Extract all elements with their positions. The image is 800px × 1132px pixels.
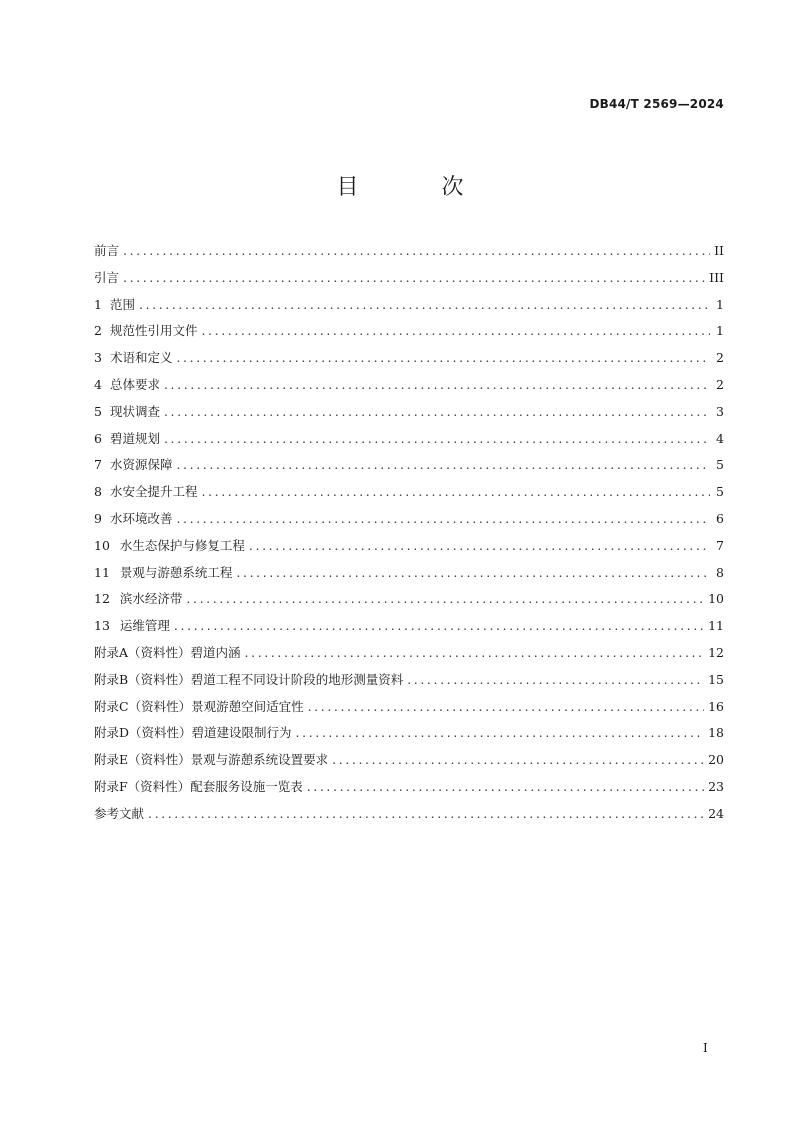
table-of-contents [94, 238, 724, 828]
toc-entry[interactable] [94, 399, 724, 426]
toc-entry[interactable] [94, 694, 724, 721]
toc-entry-label: 水资源保障 [109, 457, 173, 473]
toc-entry-number: 9 [94, 510, 102, 526]
toc-entry-label: 现状调查 [109, 403, 160, 419]
toc-entry-number: 11 [94, 564, 110, 580]
toc-entry-number: 3 [94, 350, 102, 366]
toc-entry-number: 5 [94, 403, 102, 419]
toc-entry[interactable] [94, 426, 724, 453]
toc-leader-dots [123, 238, 710, 265]
toc-entry-label: 水生态保护与修复工程 [119, 537, 245, 553]
toc-entry[interactable] [94, 238, 724, 265]
toc-annex-prefix: 附录C（资料性） [94, 698, 192, 714]
toc-entry-number: 13 [94, 618, 110, 634]
toc-leader-dots [245, 640, 705, 667]
toc-entry-label: 碧道建设限制行为 [191, 725, 292, 741]
toc-entry-page: 6 [716, 510, 724, 526]
toc-entry[interactable] [94, 506, 724, 533]
page-title: 目 次 [336, 175, 502, 200]
toc-entry[interactable] [94, 372, 724, 399]
toc-entry-label: 规范性引用文件 [109, 323, 198, 339]
toc-entry-number: 10 [94, 537, 110, 553]
toc-entry[interactable] [94, 318, 724, 345]
toc-entry-label: 水环境改善 [109, 510, 173, 526]
toc-entry-page: 1 [716, 296, 724, 312]
toc-annex-prefix: 附录F（资料性） [94, 778, 191, 794]
toc-leader-dots [174, 613, 704, 640]
toc-leader-dots [308, 694, 705, 721]
toc-entry-number: 2 [94, 323, 102, 339]
toc-entry[interactable] [94, 560, 724, 587]
toc-entry-page: 16 [708, 698, 724, 714]
toc-entry[interactable] [94, 667, 724, 694]
toc-entry-page: 1 [716, 323, 724, 339]
toc-leader-dots [249, 533, 710, 560]
toc-entry-label: 滨水经济带 [119, 591, 183, 607]
toc-entry-page: 2 [716, 376, 724, 392]
toc-entry[interactable] [94, 613, 724, 640]
toc-entry-label: 碧道内涵 [190, 644, 241, 660]
toc-entry-label: 参考文献 [94, 805, 145, 821]
toc-entry-page: 3 [716, 403, 724, 419]
toc-entry-page: 23 [708, 778, 724, 794]
toc-entry-page: 24 [708, 805, 724, 821]
toc-entry-page: 5 [716, 457, 724, 473]
toc-entry-label: 术语和定义 [109, 350, 173, 366]
toc-leader-dots [236, 560, 710, 587]
toc-entry-label: 配套服务设施一览表 [190, 778, 303, 794]
toc-leader-dots [123, 265, 705, 292]
toc-entry-number: 1 [94, 296, 102, 312]
toc-leader-dots [407, 667, 704, 694]
toc-leader-dots [164, 426, 710, 453]
toc-entry-page: 10 [708, 591, 724, 607]
toc-leader-dots [186, 586, 704, 613]
toc-leader-dots [176, 506, 710, 533]
toc-entry-page: III [709, 269, 724, 285]
toc-leader-dots [164, 399, 710, 426]
toc-entry-page: 18 [708, 725, 724, 741]
toc-leader-dots [176, 452, 710, 479]
toc-entry[interactable] [94, 720, 724, 747]
toc-leader-dots [201, 479, 710, 506]
toc-entry-page: 4 [716, 430, 724, 446]
toc-entry-label: 前言 [94, 243, 120, 258]
page-number: I [703, 1041, 708, 1055]
toc-entry-label: 景观与游憩系统工程 [119, 564, 233, 580]
toc-entry-label: 碧道规划 [109, 430, 160, 446]
toc-leader-dots [296, 720, 705, 747]
toc-entry-label: 碧道工程不同设计阶段的地形测量资料 [190, 671, 404, 687]
standard-code: DB44/T 2569—2024 [589, 97, 724, 111]
toc-entry-label: 景观游憩空间适宜性 [191, 698, 304, 714]
toc-entry[interactable] [94, 640, 724, 667]
toc-entry[interactable] [94, 265, 724, 292]
toc-entry[interactable] [94, 533, 724, 560]
toc-entry-number: 7 [94, 457, 102, 473]
toc-leader-dots [164, 372, 710, 399]
toc-leader-dots [332, 747, 704, 774]
toc-entry-label: 景观与游憩系统设置要求 [190, 752, 329, 768]
toc-entry[interactable] [94, 452, 724, 479]
toc-entry-label: 水安全提升工程 [109, 484, 198, 500]
toc-entry-number: 6 [94, 430, 102, 446]
toc-entry-page: 2 [716, 350, 724, 366]
toc-entry-number: 12 [94, 591, 110, 607]
toc-entry-page: 15 [708, 671, 724, 687]
toc-annex-prefix: 附录D（资料性） [94, 725, 192, 741]
toc-annex-prefix: 附录E（资料性） [94, 752, 191, 768]
toc-leader-dots [176, 345, 710, 372]
toc-entry[interactable] [94, 345, 724, 372]
toc-entry-page: 5 [716, 484, 724, 500]
toc-annex-prefix: 附录B（资料性） [94, 671, 191, 687]
toc-entry-page: 7 [716, 537, 724, 553]
toc-entry[interactable] [94, 774, 724, 801]
toc-entry[interactable] [94, 292, 724, 319]
toc-entry-number: 4 [94, 376, 102, 392]
toc-entry-page: 20 [708, 752, 724, 768]
toc-annex-prefix: 附录A（资料性） [94, 644, 191, 660]
toc-entry-page: 12 [708, 644, 724, 660]
toc-entry-page: II [714, 243, 724, 258]
toc-entry[interactable] [94, 801, 724, 828]
toc-leader-dots [139, 292, 710, 319]
toc-leader-dots [201, 318, 710, 345]
toc-entry-page: 11 [708, 618, 724, 634]
toc-entry-label: 总体要求 [109, 376, 160, 392]
toc-entry-label: 引言 [94, 269, 120, 285]
toc-entry-page: 8 [716, 564, 724, 580]
toc-entry-label: 范围 [109, 296, 135, 312]
toc-entry-label: 运维管理 [119, 618, 170, 634]
toc-entry[interactable] [94, 586, 724, 613]
toc-entry[interactable] [94, 479, 724, 506]
toc-entry-number: 8 [94, 484, 102, 500]
toc-leader-dots [307, 774, 704, 801]
toc-leader-dots [148, 801, 704, 828]
toc-entry[interactable] [94, 747, 724, 774]
